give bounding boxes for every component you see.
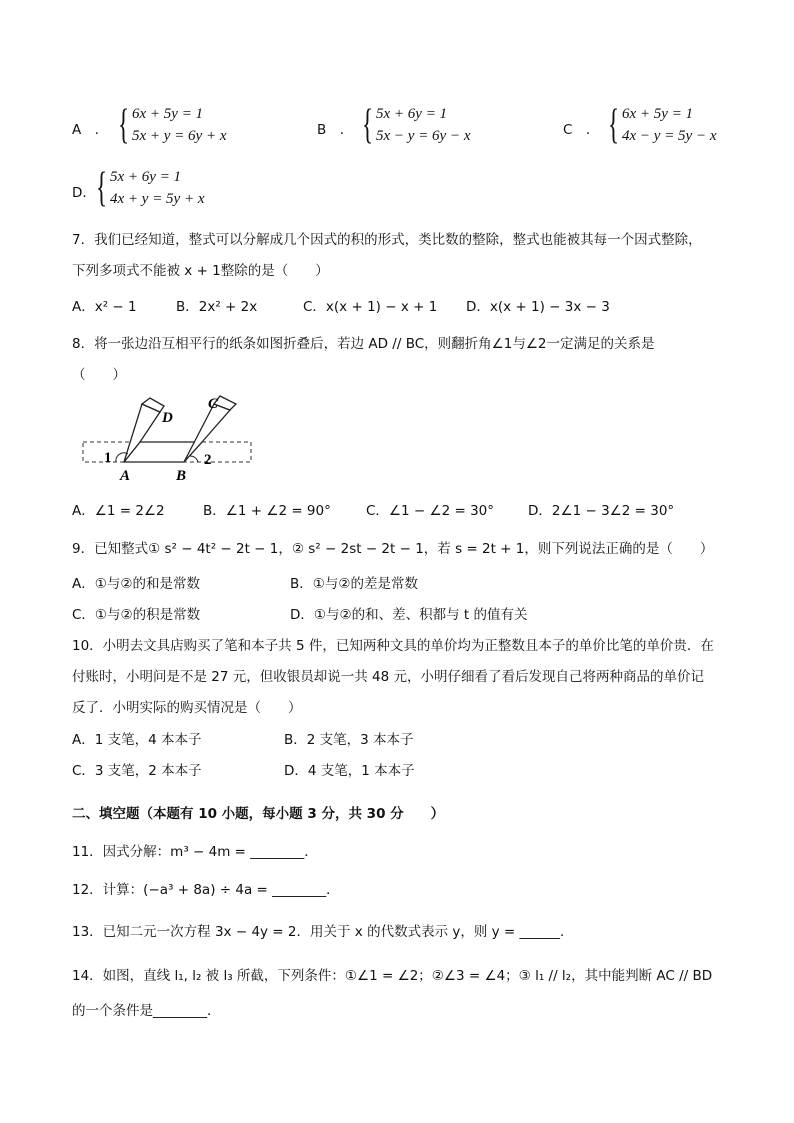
- q10-option-a: A．1 支笔，4 本本子: [72, 732, 202, 748]
- q6-d-eq2: 4x + y = 5y + x: [110, 191, 205, 207]
- q10-option-c: C．3 支笔，2 本本子: [72, 763, 202, 779]
- q6-option-a-label: A ．: [72, 122, 109, 138]
- q8-stem-line1: 8．将一张边沿互相平行的纸条如图折叠后，若边 AD // BC，则翻折角∠1与∠2一定满足的关系是: [72, 336, 655, 352]
- q9-option-b: B．①与②的差是常数: [290, 576, 418, 592]
- label-d: D: [162, 410, 173, 426]
- q12: 12．计算：(−a³ + 8a) ÷ 4a = ________．: [72, 882, 340, 898]
- q9-option-c: C．①与②的积是常数: [72, 607, 201, 623]
- q14-line2: 的一个条件是________．: [72, 1003, 221, 1019]
- q6-d-eq1: 5x + 6y = 1: [110, 169, 182, 185]
- q6-option-b-label: B ．: [317, 122, 354, 138]
- brace-icon: {: [608, 102, 620, 148]
- q7-option-d: D．x(x + 1) − 3x − 3: [466, 299, 610, 315]
- folded-strip-figure: [80, 392, 260, 488]
- brace-icon: {: [96, 165, 108, 211]
- q14-line1: 14．如图，直线 l₁, l₂ 被 l₃ 所截，下列条件：①∠1 = ∠2；②∠3 = ∠4；③ l₁ // l₂，其中能判断 AC // BD: [72, 968, 713, 984]
- q7-stem-line2: 下列多项式不能被 x + 1整除的是（ ）: [72, 263, 329, 279]
- label-c: C: [208, 396, 219, 412]
- q10-stem-line2: 付账时，小明问是不是 27 元，但收银员却说一共 48 元，小明仔细看了看后发现自己将两种商品的单价记: [72, 669, 705, 685]
- brace-icon: {: [118, 102, 130, 148]
- q9-option-d: D．①与②的和、差、积都与 t 的值有关: [290, 607, 528, 623]
- q13: 13．已知二元一次方程 3x − 4y = 2．用关于 x 的代数式表示 y，则 y = ______．: [72, 924, 574, 940]
- q8-stem-line2: （ ）: [72, 367, 126, 383]
- label-a: A: [120, 468, 131, 484]
- q9-stem: 9．已知整式① s² − 4t² − 2t − 1，② s² − 2st − 2t − 1，若 s = 2t + 1，则下列说法正确的是（ ）: [72, 541, 714, 557]
- q6-c-eq1: 6x + 5y = 1: [622, 106, 694, 122]
- q6-a-eq2: 5x + y = 6y + x: [132, 128, 227, 144]
- q10-option-d: D．4 支笔，1 本本子: [284, 763, 415, 779]
- q10-stem-line3: 反了．小明实际的购买情况是（ ）: [72, 700, 302, 716]
- label-angle-2: 2: [204, 452, 212, 468]
- angle-2-arc: [190, 456, 198, 462]
- q11: 11．因式分解：m³ − 4m = ________．: [72, 844, 318, 860]
- q8-option-d: D．2∠1 − 3∠2 = 30°: [528, 503, 675, 519]
- q6-b-eq2: 5x − y = 6y − x: [376, 128, 471, 144]
- q7-option-a: A．x² − 1: [72, 299, 137, 315]
- q6-a-eq1: 6x + 5y = 1: [132, 106, 204, 122]
- q6-option-d-label: D．: [72, 185, 96, 201]
- q6-c-eq2: 4x − y = 5y − x: [622, 128, 717, 144]
- q9-option-a: A．①与②的和是常数: [72, 576, 200, 592]
- q8-option-c: C．∠1 − ∠2 = 30°: [366, 503, 495, 519]
- section-heading: 二、填空题（本题有 10 小题，每小题 3 分，共 30 分 ）: [72, 806, 445, 822]
- q10-stem-line1: 10．小明去文具店购买了笔和本子共 5 件，已知两种文具的单价均为正整数且本子的单价比笔的单价贵．在: [72, 638, 714, 654]
- q7-stem-line1: 7．我们已经知道，整式可以分解成几个因式的积的形式，类比数的整除，整式也能被其每一个因式整除，: [72, 232, 702, 248]
- q7-option-c: C．x(x + 1) − x + 1: [303, 299, 438, 315]
- label-angle-1: 1: [104, 450, 112, 466]
- q7-option-b: B．2x² + 2x: [176, 299, 258, 315]
- label-b: B: [176, 468, 187, 484]
- q6-b-eq1: 5x + 6y = 1: [376, 106, 448, 122]
- q10-option-b: B．2 支笔，3 本本子: [284, 732, 414, 748]
- q8-option-a: A．∠1 = 2∠2: [72, 503, 165, 519]
- brace-icon: {: [362, 102, 374, 148]
- q8-option-b: B．∠1 + ∠2 = 90°: [203, 503, 331, 519]
- q6-option-c-label: C ．: [563, 122, 600, 138]
